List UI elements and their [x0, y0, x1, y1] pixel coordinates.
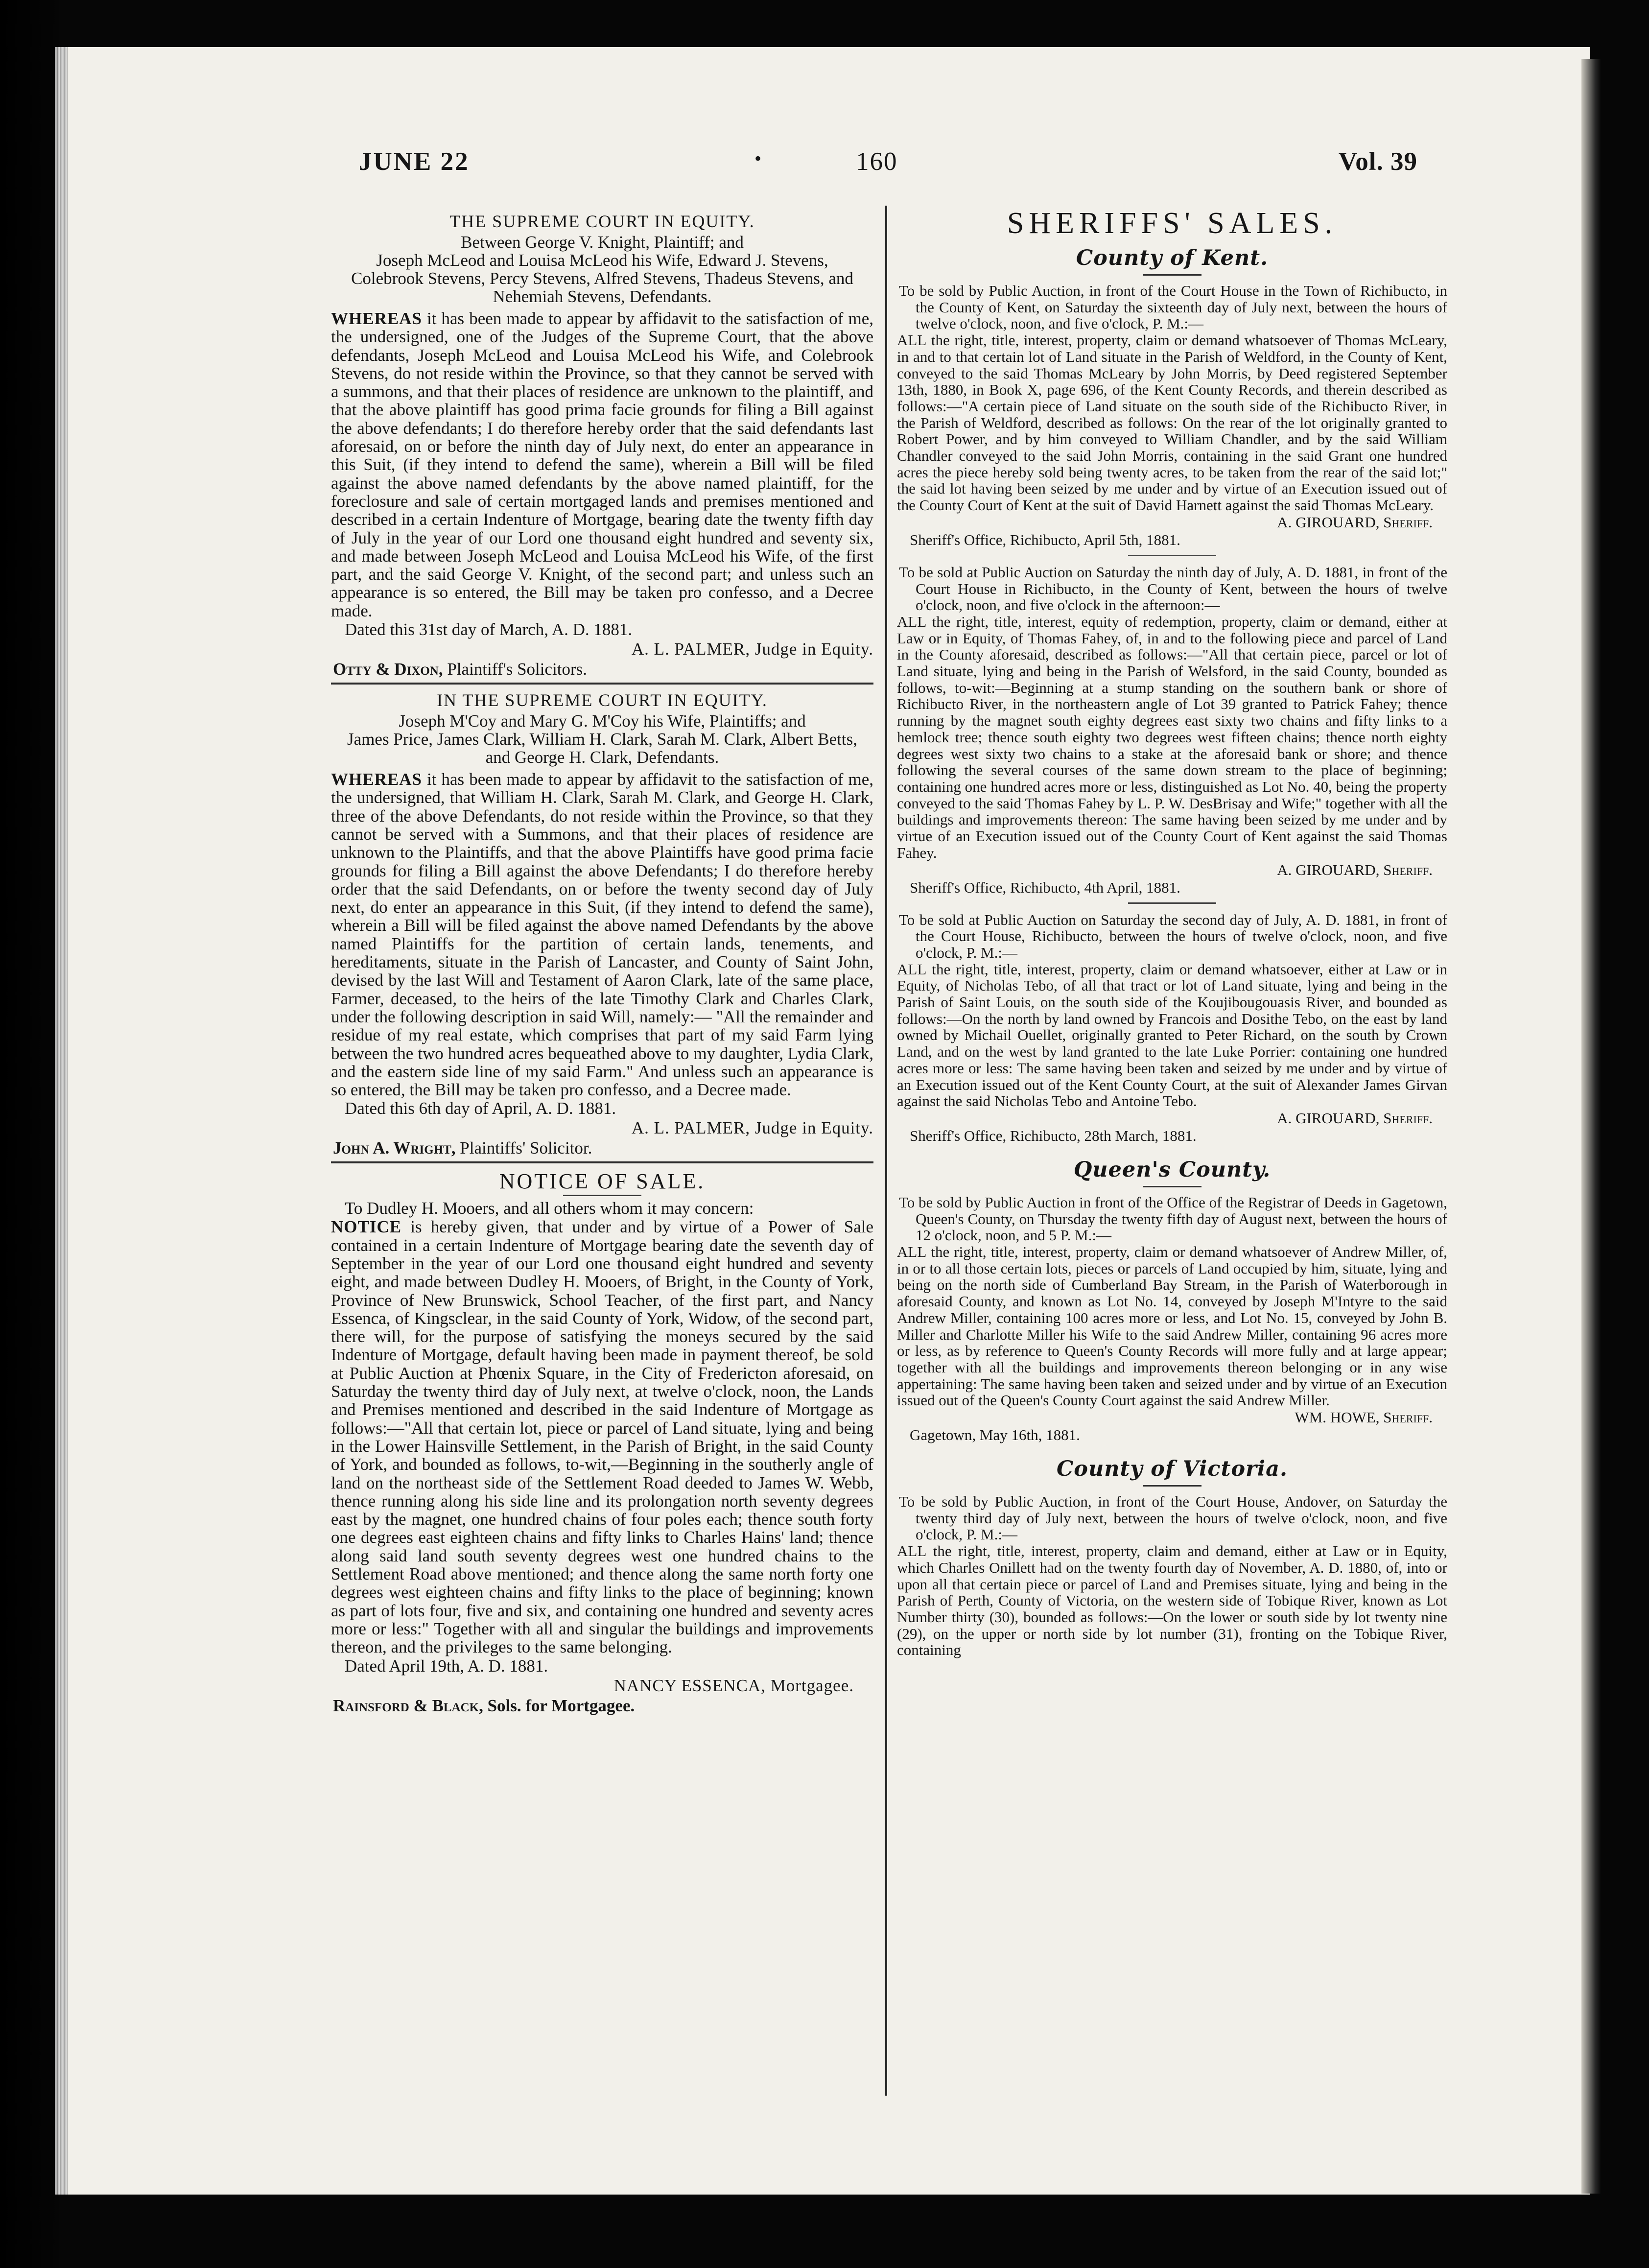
- notice-of-sale: [331, 1168, 873, 1716]
- sale-text: the right, title, interest, property, claim or demand whatsoever of Andrew Miller, of, in or to all those certain lots, pieces or parcels of Land occupied by him, situate, lying and being on the north side of Cumberland Bay Stream, in the Parish of Waterborough in aforesaid County, and known as Lot No. 14, conveyed by Joseph M'Intyre to the said Andrew Miller, containing 100 acres more or less, and Lot No. 15, conveyed by John B. Miller and Charlotte Miller his Wife to the said Andrew Miller, containing 96 acres more or less, as by reference to Queen's County Records will more fully and at large appear; together with all the buildings and improvements thereon belonging or in any wise appertaining: The same having been taken and seized under and by virtue of an Execution issued out of the Queen's County Court against the said Andrew Miller.: [897, 1243, 1447, 1409]
- issue-date: JUNE 22: [359, 147, 470, 176]
- office-dateline: Sheriff's Office, Richibucto, April 5th, 1881.: [910, 531, 1180, 548]
- notice-text: it has been made to appear by affidavit to the satisfaction of me, the undersigned, that William H. Clark, Sarah M. Clark, and George H. Clark, three of the above Defendants, do not reside within the Province, so that they cannot be served with a Summons, and that their places of residence are unknown to the Plaintiffs, and that the above Plaintiffs have good prima facie grounds for filing a Bill against the above Defendants; I do therefore hereby order that the said Defendants, on or before the twenty second day of July next, do enter an appearance in this Suit, (if they intend to defend the same), wherein a Bill will be filed against the above named Defendants by the above named Plaintiffs for the partition of certain lands, tenements, and hereditaments, situate in the Parish of Lancaster, and County of Saint John, devised by the last Will and Testament of Aaron Clark, late of the same place, Farmer, deceased, to the heirs of the late Timothy Clark and Charles Clark, under the following description in said Will, namely:— "All the remainder and residue of my real estate, which comprises that part of my said Farm lying between the two hundred acres bequeathed above to my daughter, Lydia Clark, and the eastern side line of my said Farm." And unless such an appearance is so entered, the Bill may be taken pro confesso, and a Decree made.: [331, 770, 873, 1100]
- column-divider: [885, 206, 887, 2096]
- dated-line: Dated this 6th day of April, A. D. 1881.: [345, 1099, 616, 1118]
- notice-lead-word: NOTICE: [331, 1217, 402, 1237]
- office-dateline: Sheriff's Office, Richibucto, 4th April, 1881.: [910, 878, 1180, 896]
- judge-signature: A. L. PALMER, Judge in Equity.: [631, 1118, 873, 1138]
- sale-body: [897, 1244, 1447, 1409]
- sale-body: [897, 332, 1447, 514]
- book-binding-shadow: [0, 0, 59, 2268]
- notice-parties: [341, 712, 864, 766]
- party-line: James Price, James Clark, William H. Clark, Sarah M. Clark, Albert Betts, and George H. Clark, Defendants.: [347, 730, 857, 767]
- sheriffs-sales-title: SHERIFFS' SALES.: [1007, 207, 1338, 240]
- notice-text: it has been made to appear by affidavit to the satisfaction of me, the undersigned, one of the Judges of the Supreme Court, that the above defendants, Joseph McLeod and Louisa McLeod his Wife, and Colebrook Stevens, do not reside within the Province, so that they cannot be served with a summons, and that their places of residence are unknown to the plaintiff, and that the above plaintiff has good prima facie grounds for filing a Bill against the above defendants; I do therefore hereby order that the said defendants last aforesaid, on or before the ninth day of July next, do enter an appearance in this Suit, (if they intend to defend the same), wherein a Bill will be filed against the above named defendants by the above named plaintiff, for the foreclosure and sale of certain mortgaged lands and premises mentioned and described in a certain Indenture of Mortgage, bearing date the twenty fifth day of July in the year of our Lord one thousand eight hundred and seventy six, and made between Joseph McLeod and Louisa McLeod his Wife, of the first part, and the said George V. Knight, of the second part; and unless such an appearance is so entered, the Bill may be taken pro confesso, and a Decree made.: [331, 309, 873, 620]
- sale-body: [897, 961, 1447, 1110]
- sheriff-sale-miller: [897, 1194, 1447, 1444]
- page-number: 160: [856, 147, 898, 176]
- sale-text: the right, title, interest, property, claim or demand whatsoever of Thomas McLeary, in and to that certain lot of Land situate in the Parish of Weldford, in the County of Kent, conveyed to the said Thomas McLeary by John Morris, by Deed registered September 13th, 1880, in Book X, page 696, of the Kent County Records, and therein described as follows:—"A certain piece of Land situate on the south side of the Richibucto River, in the Parish of Weldford, described as follows: On the rear of the lot originally granted to Robert Power, and by him conveyed to William Chandler, and by the said William Chandler conveyed to the said John Morris, containing in the said Grant one hundred acres the piece hereby sold being twenty acres, to be taken from the rear of the said lot;" the said lot having been seized by me under and by virtue of an Execution issued out of the County Court of Kent at the suit of David Harnett against the said Thomas McLeary.: [897, 331, 1447, 514]
- sheriff-signature: [897, 861, 1433, 879]
- sale-lead-word: ALL: [897, 1542, 927, 1560]
- sale-intro: To be sold by Public Auction in front of the Office of the Registrar of Deeds in Gagetown, Queen's County, on Thursday the twenty fifth day of August next, between the hours of 12 o'clock, noon, and 5 P. M.:—: [899, 1193, 1447, 1244]
- section-rule: [331, 683, 873, 685]
- section-rule: [331, 1161, 873, 1163]
- notice-body: [331, 770, 873, 1099]
- solicitor-line: [333, 1138, 873, 1158]
- mortgagee-signature: NANCY ESSENCA, Mortgagee.: [613, 1676, 854, 1695]
- sale-body: [897, 1543, 1447, 1658]
- county-heading-kent: County of Kent.: [1076, 246, 1269, 270]
- notice-text: is hereby given, that under and by virtue of a Power of Sale contained in a certain Indenture of Mortgage bearing date the seventh day of September in the year of our Lord one thousand eight hundred and seventy eight, and made between Dudley H. Mooers, of Bright, in the County of York, Province of New Brunswick, School Teacher, of the first part, and Nancy Essenca, of Kingsclear, in the said County of York, Widow, of the second part, there will, for the purpose of satisfying the moneys secured by the said Indenture of Mortgage, default having been made in payment thereof, be sold at Public Auction at Phœnix Square, in the City of Fredericton aforesaid, on Saturday the twenty third day of July next, at twelve o'clock, noon, the Lands and Premises mentioned and described in the said Indenture of Mortgage as follows:—"All that certain lot, piece or parcel of Land situate, lying and being in the Lower Hainsville Settlement, in the Parish of Bright, in the said County of York, and bounded as follows, to-wit,—Beginning in the southerly angle of land on the northeast side of the Settlement Road deeded to James W. Webb, thence running along his side line and its prolongation north seventy degrees east by the magnet, one hundred chains of four poles each; thence south forty one degrees east eighteen chains and fifty links to Charles Hains' land; thence along said land south seventy degrees west one hundred chains to the Settlement Road above mentioned; and thence along the same north forty one degrees west eighteen chains and fifty links to the place of beginning; known as part of lots four, five and six, and containing one hundred and seventy acres more or less:" Together with all and singular the buildings and improvements thereon, and the privileges to the same belonging.: [331, 1217, 873, 1657]
- party-line: Between George V. Knight, Plaintiff; and: [461, 233, 744, 252]
- heading-rule: [563, 1195, 641, 1196]
- heading-rule: [1143, 1186, 1201, 1187]
- sale-text: the right, title, interest, property, claim or demand whatsoever, either at Law or in Equity, of Nicholas Tebo, of all that tract or lot of Land situate, lying and being in the Parish of Saint Louis, on the south side of the Koujibougouasis River, and bounded as follows:—On the north by land owned by Francois and Dosithe Tebo, on the east by land owned by Michail Ouellet, originally granted to Peter Richard, on the south by Crown Land, and on the west by land granted to the late Luke Porrier: containing one hundred acres more or less: The same having been taken and seized by me under and by virtue of an Execution issued out of the Kent County Court, at the suit of Alexander James Girvan against the said Nicholas Tebo and Antoine Tebo.: [897, 960, 1447, 1110]
- sheriff-title: Sheriff.: [1383, 861, 1433, 878]
- solicitor-line: [333, 659, 873, 680]
- notice-heading: NOTICE OF SALE.: [499, 1169, 706, 1194]
- notice-heading: THE SUPREME COURT IN EQUITY.: [449, 212, 755, 231]
- volume-number: Vol. 39: [1338, 147, 1417, 176]
- sheriff-name: A. GIROUARD,: [1277, 513, 1380, 531]
- sale-body: [897, 614, 1447, 861]
- notice-heading: IN THE SUPREME COURT IN EQUITY.: [437, 690, 768, 710]
- solicitor-role: Plaintiffs' Solicitor.: [460, 1138, 592, 1158]
- dated-line: Dated April 19th, A. D. 1881.: [345, 1656, 548, 1676]
- sheriff-sale-mcleary: [897, 283, 1447, 549]
- page-stack-edge: [55, 47, 68, 2195]
- left-column: [331, 206, 873, 2070]
- sheriff-signature: [897, 514, 1433, 531]
- sale-intro: To be sold by Public Auction, in front of the Court House, Andover, on Saturday the twenty third day of July next, between the hours of twelve o'clock, noon, and five o'clock, P. M.:—: [899, 1493, 1447, 1543]
- sale-intro: To be sold by Public Auction, in front of the Court House in the Town of Richibucto, in the County of Kent, on Saturday the sixteenth day of July next, between the hours of twelve o'clock, noon, and five o'clock, P. M.:—: [899, 282, 1447, 332]
- notice-parties: [341, 233, 864, 306]
- sheriff-sale-fahey: [897, 564, 1447, 897]
- office-dateline: Sheriff's Office, Richibucto, 28th March, 1881.: [910, 1127, 1197, 1144]
- judge-signature: A. L. PALMER, Judge in Equity.: [631, 639, 873, 659]
- office-dateline: Gagetown, May 16th, 1881.: [910, 1426, 1080, 1444]
- sale-lead-word: ALL: [897, 960, 927, 978]
- notice-lead-word: WHEREAS: [331, 309, 422, 328]
- notice-lead-word: WHEREAS: [331, 770, 422, 789]
- sale-lead-word: ALL: [897, 1243, 927, 1261]
- sale-text: the right, title, interest, property, claim and demand, either at Law or in Equity, which Charles Onillett had on the twenty fourth day of November, A. D. 1880, of, into or upon all that certain piece or parcel of Land and Premises situate, lying and being in the Parish of Perth, County of Victoria, on the western side of Tobique River, known as Lot Number thirty (30), bounded as follows:—On the lower or south side by lot twenty nine (29), on the upper or north side by lot number (31), fronting on the Tobique River, containing: [897, 1542, 1447, 1659]
- party-line: Joseph M'Coy and Mary G. M'Coy his Wife, Plaintiffs; and: [399, 711, 806, 731]
- heading-rule: [1143, 274, 1201, 276]
- sheriff-sale-tebo: [897, 912, 1447, 1145]
- sale-divider: [1128, 555, 1216, 556]
- sheriff-signature: [897, 1110, 1433, 1127]
- page-right-edge: [1581, 59, 1601, 2194]
- party-line: Joseph McLeod and Louisa McLeod his Wife, Edward J. Stevens, Colebrook Stevens, Percy Stevens, Alfred Stevens, Thadeus Stevens, and Nehemiah Stevens, Defendants.: [351, 251, 853, 306]
- notice-body: [331, 1218, 873, 1656]
- solicitor-name: Otty & Dixon,: [333, 660, 443, 679]
- solicitor-name: Rainsford & Black,: [333, 1696, 483, 1715]
- ornament-dot: •: [754, 147, 762, 169]
- equity-notice-knight: [331, 211, 873, 680]
- solicitor-role: Plaintiff's Solicitors.: [447, 660, 588, 679]
- sheriff-title: Sheriff.: [1383, 513, 1433, 531]
- right-column: [897, 206, 1447, 2070]
- sheriff-name: A. GIROUARD,: [1277, 1109, 1380, 1127]
- sale-intro: To be sold at Public Auction on Saturday the ninth day of July, A. D. 1881, in front of the Court House in Richibucto, in the County of Kent, between the hours of twelve o'clock, noon, and five o'clock in the afternoon:—: [899, 563, 1447, 614]
- sale-lead-word: ALL: [897, 331, 927, 349]
- sale-intro: To be sold at Public Auction on Saturday the second day of July, A. D. 1881, in front of the Court House, Richibucto, between the hours of twelve o'clock, noon, and five o'clock, P. M.:—: [899, 911, 1447, 961]
- dated-line: Dated this 31st day of March, A. D. 1881.: [345, 620, 633, 639]
- notice-body: [331, 309, 873, 620]
- solicitor-role: Sols. for Mortgagee.: [487, 1696, 635, 1715]
- sale-lead-word: ALL: [897, 613, 927, 630]
- heading-rule: [1143, 1485, 1201, 1487]
- equity-notice-mccoy: [331, 689, 873, 1158]
- solicitor-name: John A. Wright,: [333, 1138, 456, 1158]
- sheriff-signature: [897, 1409, 1433, 1426]
- sheriff-name: A. GIROUARD,: [1277, 861, 1380, 878]
- sheriff-sale-onillett: [897, 1493, 1447, 1658]
- county-heading-queens: Queen's County.: [1073, 1157, 1271, 1182]
- running-header: [359, 147, 1417, 181]
- sheriff-title: Sheriff.: [1383, 1409, 1433, 1426]
- sale-text: the right, title, interest, equity of redemption, property, claim or demand, either at Law or in Equity, of Thomas Fahey, of, in and to the following piece and parcel of Land in the County aforesaid, described as follows:—"All that certain piece, parcel or lot of Land situate, lying and being in the Parish of Welsford, in the said County, bounded as follows, to-wit:—Beginning at a stump standing on the southern bank or shore of Richibucto River, in the northeastern angle of Lot 39 granted to Patrick Fahey; thence running by the magnet south eighty degrees east sixty two chains and fifty links to a hemlock tree; thence south eighty two degrees west fifteen chains; thence north eighty degrees west sixty two chains to a stake at the aforesaid bank or shore; and thence following the several courses of the same down stream to the place of beginning; containing one hundred acres more or less, distinguished as Lot No. 40, being the property conveyed to the said Thomas Fahey by L. P. W. DesBrisay and Wife;" together with all the buildings and improvements thereon: The same having been seized by me under and by virtue of an Execution issued out of the County Court of Kent against the said Thomas Fahey.: [897, 613, 1447, 861]
- county-heading-victoria: County of Victoria.: [1057, 1457, 1288, 1482]
- sheriff-name: WM. HOWE,: [1295, 1409, 1380, 1426]
- sheriff-title: Sheriff.: [1383, 1109, 1433, 1127]
- sale-divider: [1128, 902, 1216, 904]
- notice-address: To Dudley H. Mooers, and all others whom it may concern:: [345, 1199, 754, 1218]
- solicitor-line: [333, 1696, 873, 1716]
